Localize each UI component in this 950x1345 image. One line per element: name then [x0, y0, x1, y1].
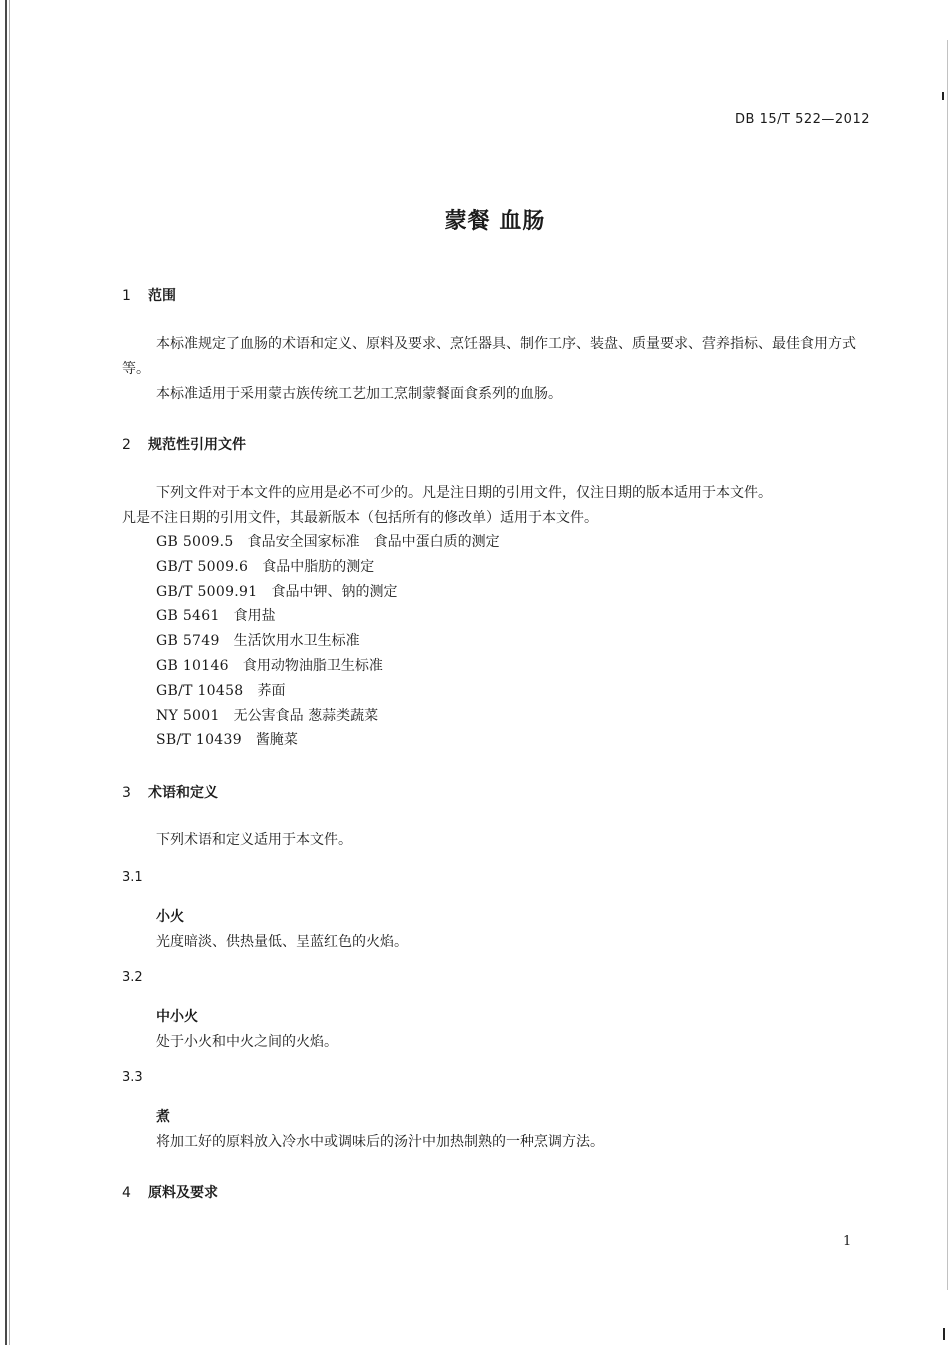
reference-code: GB 5749	[156, 633, 220, 650]
reference-item	[156, 654, 500, 679]
reference-code: GB 10146	[156, 657, 229, 674]
reference-title: 荞面	[257, 682, 286, 699]
reference-title: 生活饮用水卫生标准	[233, 633, 360, 650]
section-1-heading	[122, 285, 176, 305]
term-definition: 处于小火和中火之间的火焰。	[156, 1034, 338, 1050]
reference-title: 食品中钾、钠的测定	[271, 583, 398, 600]
section-title: 原料及要求	[148, 1185, 218, 1201]
term-name: 中小火	[156, 1009, 198, 1025]
section-number: 1	[122, 288, 131, 304]
section-title: 范围	[148, 288, 176, 304]
reference-item	[156, 679, 500, 704]
paragraph-line: 下列文件对于本文件的应用是必不可少的。凡是注日期的引用文件，仅注日期的版本适用于本文件。	[156, 485, 772, 501]
scan-edge	[5, 0, 7, 1345]
reference-code: GB/T 5009.91	[156, 583, 258, 600]
section-number: 3	[122, 785, 131, 801]
term-definition: 将加工好的原料放入冷水中或调味后的汤汁中加热制熟的一种烹调方法。	[156, 1134, 604, 1150]
term-number: 3.2	[122, 970, 143, 985]
paragraph: 本标准适用于采用蒙古族传统工艺加工烹制蒙餐面食系列的血肠。	[156, 386, 562, 402]
reference-title: 酱腌菜	[255, 732, 298, 749]
term-name: 小火	[156, 909, 184, 925]
reference-item	[156, 728, 500, 753]
section-4-heading	[122, 1182, 218, 1202]
section-title: 规范性引用文件	[148, 437, 246, 453]
reference-title: 食品安全国家标准 食品中蛋白质的测定	[247, 534, 500, 550]
section-3-heading	[122, 782, 218, 802]
reference-code: GB 5009.5	[156, 534, 234, 550]
reference-title: 食用盐	[233, 608, 276, 625]
reference-list	[156, 530, 500, 753]
reference-title: 无公害食品 葱蒜类蔬菜	[233, 707, 379, 724]
reference-item	[156, 580, 500, 605]
scan-mark	[943, 1328, 945, 1340]
document-title: 蒙餐 血肠	[444, 209, 546, 234]
scan-mark	[942, 92, 944, 100]
reference-code: GB 5461	[156, 608, 220, 625]
reference-item	[156, 555, 500, 580]
section-2-heading	[122, 434, 246, 454]
section-3-intro	[122, 828, 882, 853]
reference-code: GB/T 10458	[156, 682, 244, 699]
reference-code: SB/T 10439	[156, 732, 242, 749]
reference-item	[156, 704, 500, 729]
standard-number: DB 15/T 522—2012	[735, 112, 870, 127]
term-name: 煮	[156, 1109, 170, 1125]
paragraph: 下列术语和定义适用于本文件。	[156, 832, 352, 848]
paragraph-line: 凡是不注日期的引用文件，其最新版本（包括所有的修改单）适用于本文件。	[122, 510, 598, 526]
reference-item	[156, 530, 500, 555]
reference-item	[156, 604, 500, 629]
term-number: 3.3	[122, 1070, 143, 1085]
section-number: 4	[122, 1185, 131, 1201]
paragraph: 本标准规定了血肠的术语和定义、原料及要求、烹饪器具、制作工序、装盘、质量要求、营养指标、最佳食用方式等。	[122, 336, 856, 377]
term-number: 3.1	[122, 870, 143, 885]
reference-title: 食品中脂肪的测定	[262, 558, 375, 575]
scan-edge	[9, 0, 10, 1345]
reference-title: 食用动物油脂卫生标准	[242, 657, 383, 674]
reference-code: NY 5001	[156, 707, 220, 724]
section-2-intro	[122, 481, 882, 531]
section-title: 术语和定义	[148, 785, 218, 801]
term-definition: 光度暗淡、供热量低、呈蓝红色的火焰。	[156, 934, 408, 950]
page-number: 1	[843, 1234, 852, 1249]
section-number: 2	[122, 437, 131, 453]
section-1-body	[122, 332, 882, 407]
reference-item	[156, 629, 500, 654]
reference-code: GB/T 5009.6	[156, 558, 249, 575]
